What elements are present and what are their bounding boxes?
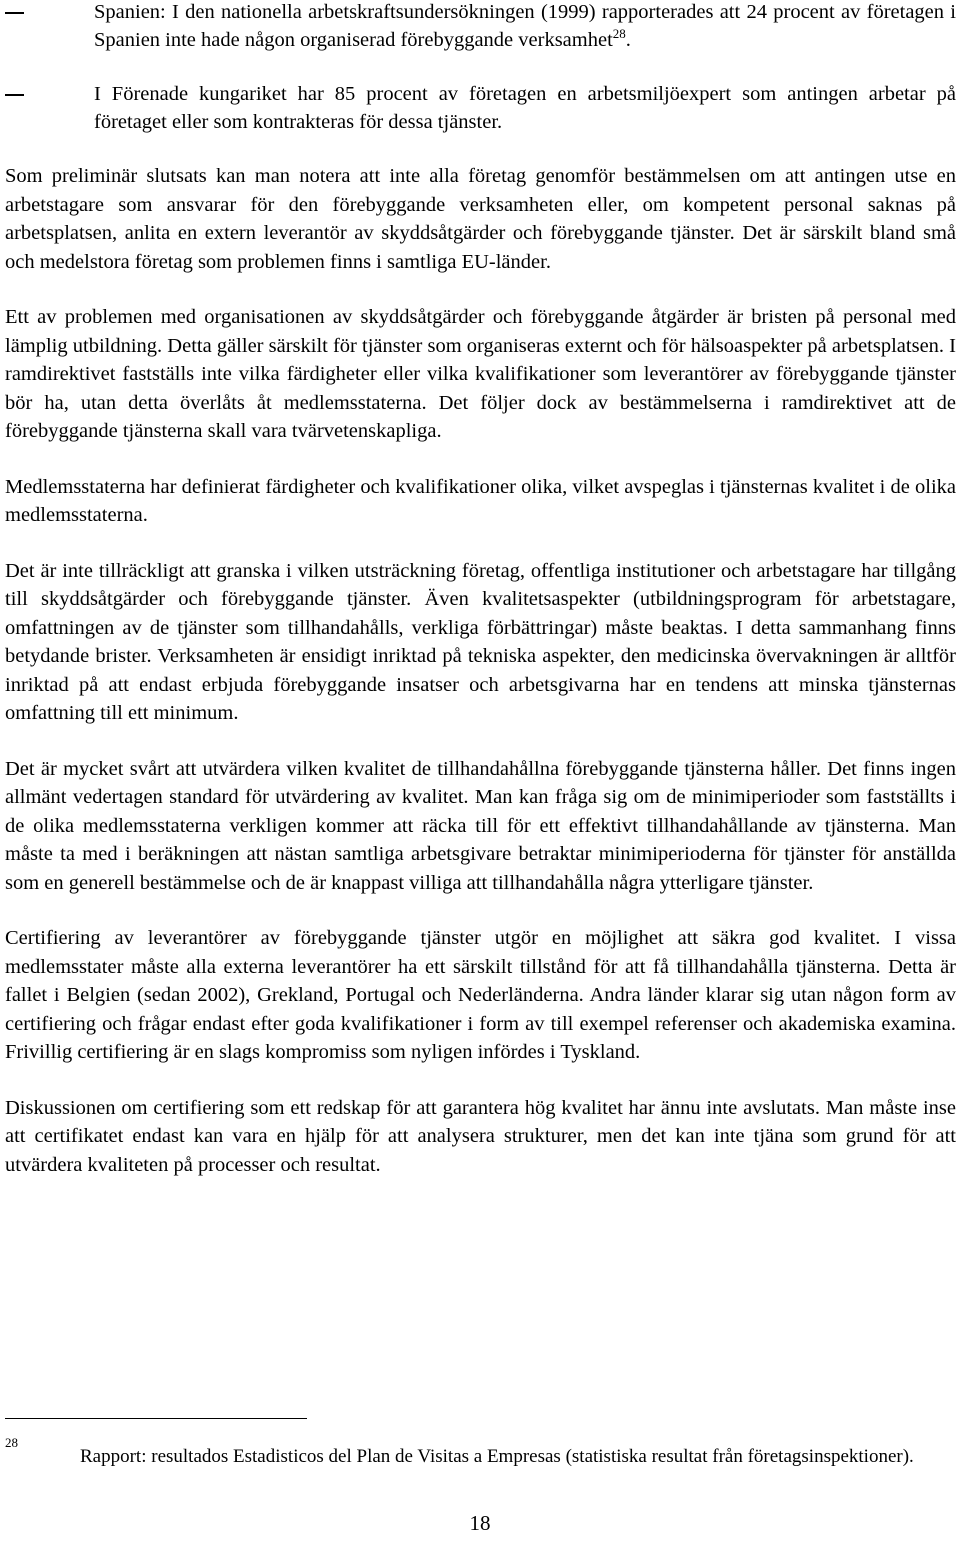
paragraph: Ett av problemen med organisationen av skyddsåtgärder och förebyggande åtgärder är bristen på personal med lämplig utbildning. Detta gäller särskilt för tjänster som organiseras externt och för hälsoaspekter på arbetsplatsen. I ramdirektivet fastställs inte vilka färdigheter eller vilka kvalifikationer som leverantörer av förebyggande tjänster bör ha, utan detta överlåts åt medlemsstaterna. Det följer dock av bestämmelserna i ramdirektivet att de förebyggande tjänsterna skall vara tvärvetenskapliga. [5, 306, 956, 442]
footnote-separator [5, 1418, 307, 1419]
document-page [5, 0, 956, 1179]
footnote-reference[interactable]: 28 [612, 26, 626, 42]
paragraph: Det är mycket svårt att utvärdera vilken kvalitet de tillhandahållna förebyggande tjänsterna håller. Det finns ingen allmänt vedertagen standard för utvärdering av kvalitet. Man kan fråga sig om de minimiperioder som fastställts i de olika medlemsstaterna verkligen kommer att räcka till för ett effektivt tillhandahållande av tjänsterna. Man måste ta med i beräkningen att nästan samtliga arbetsgivare betraktar minimiperioderna för tjänster för anställda som en generell bestämmelse och de är knappast villiga att tillhandahålla några ytterligare tjänster. [5, 757, 956, 894]
footnote-number: 28 [5, 1435, 18, 1450]
footnote [5, 1436, 956, 1470]
paragraph: Diskussionen om certifiering som ett redskap för att garantera hög kvalitet har ännu inte avslutats. Man måste inse att certifikatet endast kan vara en hjälp för att analysera strukturer, men det kan inte tjäna som grund för att utvärdera kvaliteten på processer och resultat. [5, 1096, 956, 1176]
page-number: 18 [469, 1511, 491, 1535]
footnote-text: Rapport: resultados Estadisticos del Plan de Visitas a Empresas (statistiska resultat från företagsinspektioner). [80, 1446, 914, 1467]
bullet-text: Spanien: I den nationella arbetskraftsundersökningen (1999) rapporterades att 24 procent av företagen i Spanien inte hade någon organiserad förebyggande verksamhet [94, 1, 956, 51]
paragraph: Det är inte tillräckligt att granska i vilken utsträckning företag, offentliga institutioner och arbetstagare har tillgång till skyddsåtgärder och förebyggande tjänster. Även kvalitetsaspekter (utbildningsprogram för arbetstagare, omfattningen av de tjänster som tillhandahålls, verkliga förbättringar) måste beaktas. I detta sammanhang finns betydande brister. Verksamheten är ensidigt inriktad på tekniska aspekter, den medicinska övervakningen är alltför inriktad på att endast erbjuda förebyggande insatser och arbetsgivarna har en tendens att minska tjänsternas omfattning till ett minimum. [5, 559, 956, 724]
bullet-text-end: . [625, 29, 631, 51]
paragraph: Som preliminär slutsats kan man notera att inte alla företag genomför bestämmelsen om att antingen utse en arbetstagare som ansvarar för den förebyggande verksamheten eller, om kompetent personal saknas på arbetsplatsen, anlita en extern leverantör av skyddsåtgärder och förebyggande tjänster. Det är särskilt bland små och medelstora företag som problemen finns i samtliga EU-länder. [5, 165, 956, 273]
bullet-item-spain [5, 0, 956, 54]
paragraph: Medlemsstaterna har definierat färdigheter och kvalifikationer olika, vilket avspeglas i tjänsternas kvalitet i de olika medlemsstaterna. [5, 475, 956, 526]
paragraph: Certifiering av leverantörer av förebyggande tjänster utgör en möjlighet att säkra god kvalitet. I vissa medlemsstater måste alla externa leverantörer ha ett särskilt tillstånd för att få tillhandahålla tjänsterna. Detta är fallet i Belgien (sedan 2002), Grekland, Portugal och Nederländerna. Andra länder klarar sig utan någon form av certifiering och frågar endast efter goda kvalifikationer i form av till exempel referenser och akademiska examina. Frivillig certifiering är en slags kompromiss som nyligen infördes i Tyskland. [5, 927, 956, 1063]
bullet-text: I Förenade kungariket har 85 procent av företagen en arbetsmiljöexpert som antingen arbetar på företaget eller som kontrakteras för dessa tjänster. [94, 83, 956, 133]
bullet-item-uk [5, 80, 956, 136]
